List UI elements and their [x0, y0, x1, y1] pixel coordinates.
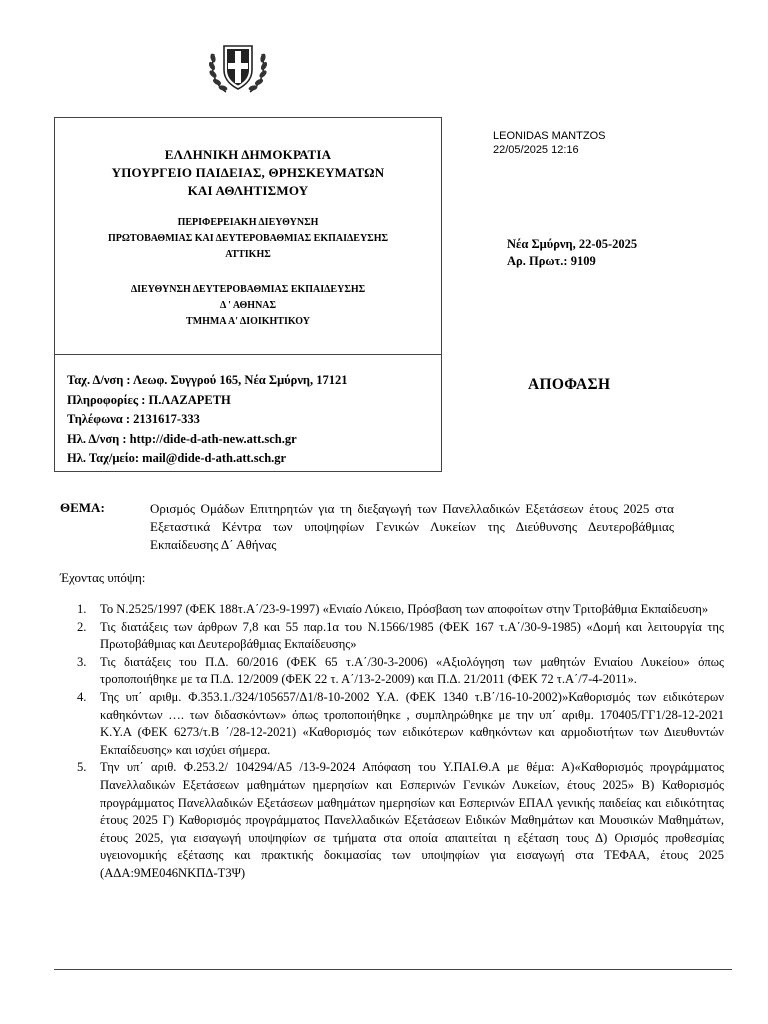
protocol-number: Αρ. Πρωτ.: 9109: [507, 254, 596, 268]
contact-block: [67, 371, 348, 469]
directorate-line: Δ ' ΑΘΗΝΑΣ: [219, 300, 277, 311]
signer-name: LEONIDAS MANTZOS: [493, 130, 606, 142]
ministry-line: ΕΛΛΗΝΙΚΗ ΔΗΜΟΚΡΑΤΙΑ: [164, 147, 332, 162]
list-item-number: 2.: [77, 619, 87, 634]
document-title: ΑΠΟΦΑΣΗ: [528, 376, 611, 393]
considerations-list: [77, 601, 724, 883]
list-item: [77, 759, 724, 882]
contact-info-person: Πληροφορίες : Π.ΛΑΖΑΡΕΤΗ: [67, 392, 231, 407]
list-item-text: Το Ν.2525/1997 (ΦΕΚ 188τ.Α΄/23-9-1997) «Ενιαίο Λύκειο, Πρόσβαση των αποφοίτων στην Τριτοβάθμια Εκπαίδευση»: [100, 602, 709, 616]
list-item: [77, 654, 724, 689]
place-date: Νέα Σμύρνη, 22-05-2025: [507, 237, 638, 251]
contact-email[interactable]: Ηλ. Ταχ/μείο: mail@dide-d-ath.att.sch.gr: [67, 451, 287, 465]
contact-phone: Τηλέφωνα : 2131617-333: [67, 412, 200, 426]
ministry-line: ΚΑΙ ΑΘΛΗΤΙΣΜΟΥ: [187, 183, 309, 198]
ministry-block: [55, 146, 441, 200]
contact-address: Ταχ. Δ/νση : Λεωφ. Συγγρού 165, Νέα Σμύρνη, 17121: [67, 373, 348, 387]
greek-coat-of-arms-icon: [206, 36, 270, 100]
contact-website[interactable]: Ηλ. Δ/νση : http://dide-d-ath-new.att.sch.gr: [67, 431, 297, 446]
regional-line: ΠΕΡΙΦΕΡΕΙΑΚΗ ΔΙΕΥΘΥΝΣΗ: [177, 217, 319, 228]
subject-text: Ορισμός Ομάδων Επιτηρητών για τη διεξαγωγή των Πανελλαδικών Εξετάσεων έτους 2025 στα Εξεταστικά Κέντρα των υποψηφίων Γενικών Λυκείων της Διεύθυνσης Δευτεροβάθμιας Εκπαίδευσης Δ΄ Αθήνας: [150, 501, 674, 552]
list-item: [77, 689, 724, 759]
list-item-number: 3.: [77, 654, 87, 669]
list-item: [77, 601, 724, 619]
footer-divider: [54, 969, 732, 970]
list-item-text: Τις διατάξεις των άρθρων 7,8 και 55 παρ.1α του Ν.1566/1985 (ΦΕΚ 167 τ.Α΄/30-9-1985) «Δομή και λειτουργία της Πρωτοβάθμιας και Δευτεροβάθμιας Εκπαίδευσης»: [100, 619, 724, 652]
list-item-number: 1.: [77, 602, 87, 616]
regional-line: ΠΡΩΤΟΒΑΘΜΙΑΣ ΚΑΙ ΔΕΥΤΕΡΟΒΑΘΜΙΑΣ ΕΚΠΑΙΔΕΥΣΗΣ: [107, 233, 389, 244]
digital-signature: [493, 129, 605, 157]
list-item: [77, 619, 724, 654]
list-item-text: Τις διατάξεις του Π.Δ. 60/2016 (ΦΕΚ 65 τ.Α΄/30-3-2006) «Αξιολόγηση των μαθητών Ενιαίου Λυκείου» όπως τροποποιήθηκε με τα Π.Δ. 12/2009 (ΦΕΚ 22 τ. Α΄/13-2-2009) και Π.Δ. 21/2011 (ΦΕΚ 72 τ.Α΄/7-4-2011».: [100, 654, 724, 687]
directorate-block: [55, 282, 441, 330]
directorate-line: ΔΙΕΥΘΥΝΣΗ ΔΕΥΤΕΡΟΒΑΘΜΙΑΣ ΕΚΠΑΙΔΕΥΣΗΣ: [130, 284, 366, 295]
regional-directorate-block: [55, 215, 441, 263]
list-item-text: Της υπ΄ αριθμ. Φ.353.1./324/105657/Δ1/8-10-2002 Υ.Α. (ΦΕΚ 1340 τ.Β΄/16-10-2002)»Καθορισμός των ειδικότερων καθηκόντων …. των διδασκόντων» όπως τροποποιήθηκε , συμπληρώθηκε με την υπ΄ αριθμ. 170405/ΓΓ1/28-12-2021 Κ.Υ.Α (ΦΕΚ 6273/τ.Β ΄/28-12-2021) «Καθορισμός των ειδικότερων καθηκόντων και αρμοδιοτήτων των Διευθυντών Εκπαίδευσης» και ισχύει σήμερα.: [100, 689, 724, 757]
subject-label: ΘΕΜΑ:: [60, 500, 105, 515]
considering-heading: Έχοντας υπόψη:: [60, 570, 146, 585]
date-protocol-block: [507, 236, 637, 270]
list-item-number: 5.: [77, 760, 87, 775]
directorate-line: ΤΜΗΜΑ Α' ΔΙΟΙΚΗΤΙΚΟΥ: [186, 316, 310, 327]
header-divider: [55, 354, 441, 355]
signature-datetime: 22/05/2025 12:16: [493, 144, 579, 156]
ministry-line: ΥΠΟΥΡΓΕΙΟ ΠΑΙΔΕΙΑΣ, ΘΡΗΣΚΕΥΜΑΤΩΝ: [111, 165, 385, 180]
regional-line: ΑΤΤΙΚΗΣ: [225, 249, 271, 260]
list-item-number: 4.: [77, 689, 87, 704]
header-box: [54, 117, 442, 472]
list-item-text: Την υπ΄ αριθ. Φ.253.2/ 104294/Α5 /13-9-2024 Απόφαση του Υ.ΠΑΙ.Θ.Α με θέμα: Α)«Καθορισμός προγράμματος Πανελλαδικών Εξετάσεων μαθημάτων ημερησίων και Εσπερινών Γενικών Λυκείων, έτους 2025» Β) Καθορισμός προγράμματος Πανελλαδικών Εξετάσεων μαθημάτων ημερησίων και Εσπερινών ΕΠΑΛ γενικής παιδείας και ειδικότητας έτους 2025 Γ) Καθορισμός προγράμματος Πανελλαδικών Εξετάσεων Ειδικών Μαθημάτων και Μουσικών Μαθημάτων, έτους 2025, για εισαγωγή υποψηφίων σε τμήματα στα οποία απαιτείται η εξέταση τους Δ) Ορισμός προθεσμίας υγειονομικής εξέτασης και πρακτικής δοκιμασίας των υποψηφίων για εισαγωγή στα ΤΕΦΑΑ, έτους 2025 (ΑΔΑ:9ΜΕ046ΝΚΠΔ-Τ3Ψ): [100, 760, 724, 880]
